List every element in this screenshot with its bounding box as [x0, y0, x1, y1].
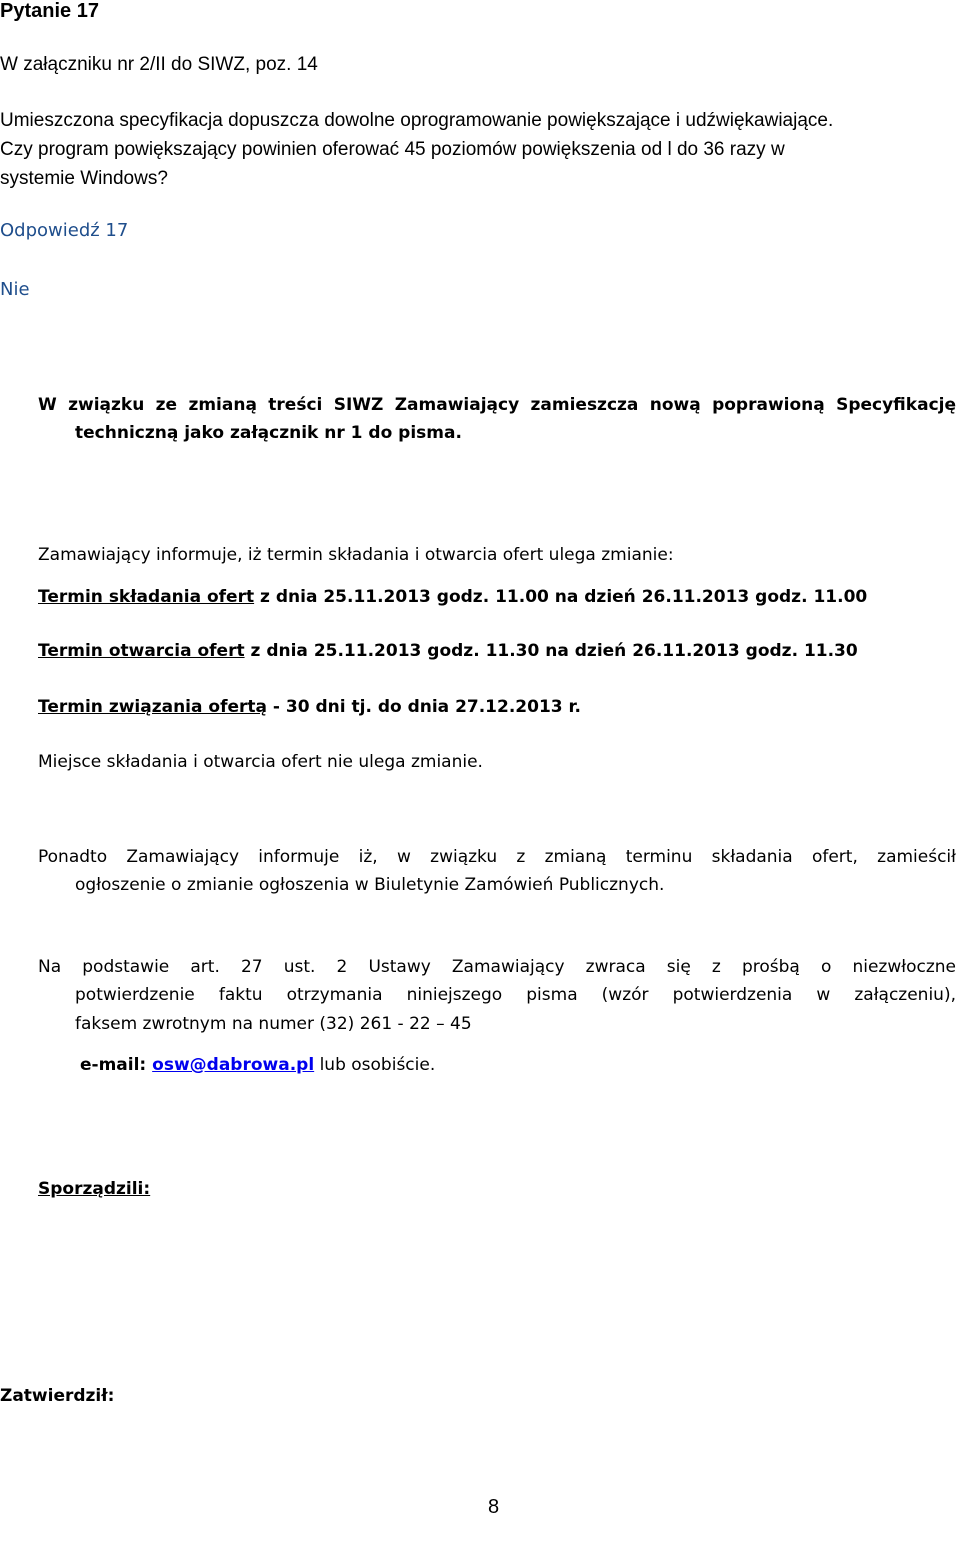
submission-deadline-label: Termin składania ofert [38, 587, 255, 607]
email-link[interactable]: osw@dabrowa.pl [152, 1055, 315, 1075]
binding-period [38, 697, 581, 717]
place-unchanged: Miejsce składania i otwarcia ofert nie ulega zmianie. [38, 752, 483, 772]
paragraph-line: Ponadto Zamawiający informuje iż, w związku z zmianą terminu składania ofert, zamieścił [38, 847, 956, 867]
question-text-line: Czy program powiększający powinien oferować 45 poziomów powiększenia od l do 36 razy w [0, 139, 785, 160]
answer-heading: Odpowiedź 17 [0, 220, 129, 241]
answer-text: Nie [0, 279, 30, 300]
question-heading: Pytanie 17 [0, 0, 99, 22]
question-text-line: Umieszczona specyfikacja dopuszcza dowolne oprogramowanie powiększające i udźwiękawiające. [0, 110, 834, 131]
prepared-by-label: Sporządzili: [38, 1179, 151, 1199]
question-text-line: systemie Windows? [0, 168, 168, 189]
paragraph-line: faksem zwrotnym na numer (32) 261 - 22 – 45 [75, 1014, 472, 1034]
paragraph-line: techniczną jako załącznik nr 1 do pisma. [75, 423, 462, 443]
email-tail: lub osobiście. [314, 1055, 436, 1075]
binding-period-text: - 30 dni tj. do dnia 27.12.2013 r. [267, 697, 581, 717]
paragraph-line: potwierdzenie faktu otrzymania niniejszego pisma (wzór potwierdzenia w załączeniu), [75, 985, 956, 1005]
page-number: 8 [488, 1496, 500, 1518]
paragraph-line: W związku ze zmianą treści SIWZ Zamawiający zamieszcza nową poprawioną Specyfikację [38, 395, 956, 415]
submission-deadline [38, 587, 867, 607]
submission-deadline-text: z dnia 25.11.2013 godz. 11.00 na dzień 26.11.2013 godz. 11.00 [254, 587, 868, 607]
binding-period-label: Termin związania ofertą [38, 697, 267, 717]
paragraph-line: ogłoszenie o zmianie ogłoszenia w Biuletynie Zamówień Publicznych. [75, 875, 665, 895]
paragraph-line: Na podstawie art. 27 ust. 2 Ustawy Zamawiający zwraca się z prośbą o niezwłoczne [38, 957, 956, 977]
email-label: e-mail: [80, 1055, 153, 1075]
email-line [80, 1055, 435, 1075]
question-reference: W załączniku nr 2/II do SIWZ, poz. 14 [0, 54, 318, 75]
deadline-intro: Zamawiający informuje, iż termin składania i otwarcia ofert ulega zmianie: [38, 545, 674, 565]
opening-deadline [38, 641, 858, 661]
approved-by-label: Zatwierdził: [0, 1386, 115, 1406]
opening-deadline-label: Termin otwarcia ofert [38, 641, 245, 661]
opening-deadline-text: z dnia 25.11.2013 godz. 11.30 na dzień 26.11.2013 godz. 11.30 [244, 641, 858, 661]
